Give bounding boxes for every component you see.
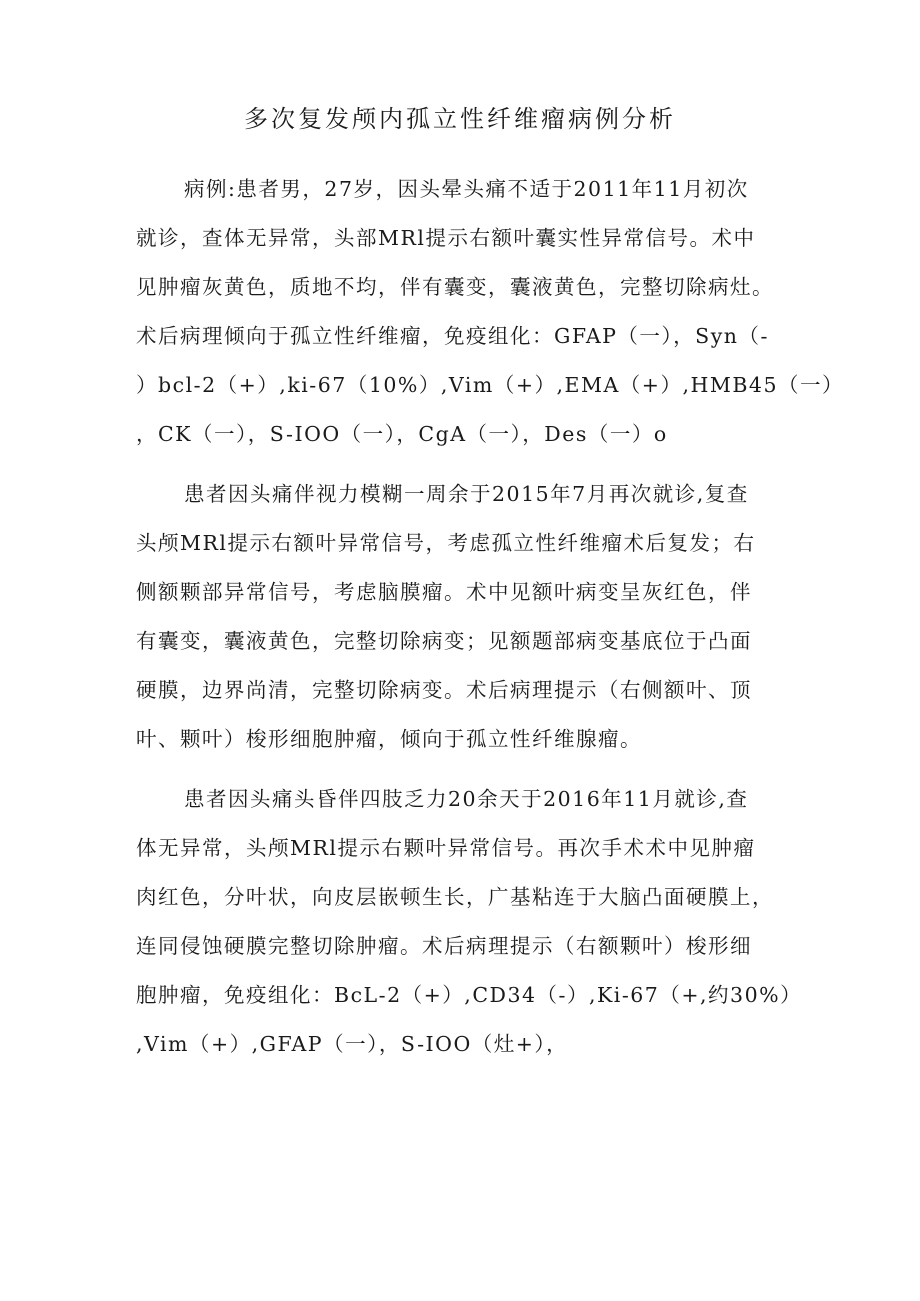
paragraph-line: 头颅MRl提示右额叶异常信号，考虑孤立性纤维瘤术后复发；右 xyxy=(136,531,756,555)
document-title: 多次复发颅内孤立性纤维瘤病例分析 xyxy=(244,105,676,133)
paragraph-line: 肉红色，分叶状，向皮层嵌顿生长，广基粘连于大脑凸面硬膜上， xyxy=(136,885,774,909)
paragraph-line: 就诊，查体无异常，头部MRl提示右额叶囊实性异常信号。术中 xyxy=(136,226,756,250)
paragraph-line: 术后病理倾向于孤立性纤维瘤，免疫组化：GFAP（一），Syn（- xyxy=(136,324,769,348)
paragraph-line: ）bcl-2（+）,ki-67（10%）,Vim（+）,EMA（+）,HMB45（一） xyxy=(136,373,844,397)
paragraph-line: 患者因头痛伴视力模糊一周余于2015年7月再次就诊,复查 xyxy=(184,482,749,506)
paragraph-line: 有囊变，囊液黄色，完整切除病变；见额题部病变基底位于凸面 xyxy=(136,629,752,653)
paragraph-line: 叶、颗叶）梭形细胞肿瘤，倾向于孤立性纤维腺瘤。 xyxy=(136,727,642,751)
case-paragraph-third-visit xyxy=(136,775,803,1069)
paragraph-line: 胞肿瘤，免疫组化：BcL-2（+）,CD34（-）,Ki-67（+,约30%） xyxy=(136,983,803,1007)
paragraph-line: 见肿瘤灰黄色，质地不均，伴有囊变，囊液黄色，完整切除病灶。 xyxy=(136,275,774,299)
case-paragraph-initial-visit xyxy=(136,165,844,459)
paragraph-line: 硬膜，边界尚清，完整切除病变。术后病理提示（右侧额叶、顶 xyxy=(136,678,752,702)
paragraph-line: ,Vim（+）,GFAP（一），S-IOO（灶+）， xyxy=(136,1032,569,1056)
paragraph-line: 侧额颗部异常信号，考虑脑膜瘤。术中见额叶病变呈灰红色，伴 xyxy=(136,580,752,604)
paragraph-line: ，CK（一），S-IOO（一），CgA（一），Des（一）o xyxy=(136,422,668,446)
paragraph-line: 连同侵蚀硬膜完整切除肿瘤。术后病理提示（右额颗叶）梭形细 xyxy=(136,934,752,958)
paragraph-line: 体无异常，头颅MRl提示右颗叶异常信号。再次手术术中见肿瘤 xyxy=(136,836,756,860)
paragraph-line: 患者因头痛头昏伴四肢乏力20余天于2016年11月就诊,查 xyxy=(184,787,749,811)
paragraph-line: 病例:患者男，27岁，因头晕头痛不适于2011年11月初次 xyxy=(184,177,749,201)
case-paragraph-second-visit xyxy=(136,470,796,764)
